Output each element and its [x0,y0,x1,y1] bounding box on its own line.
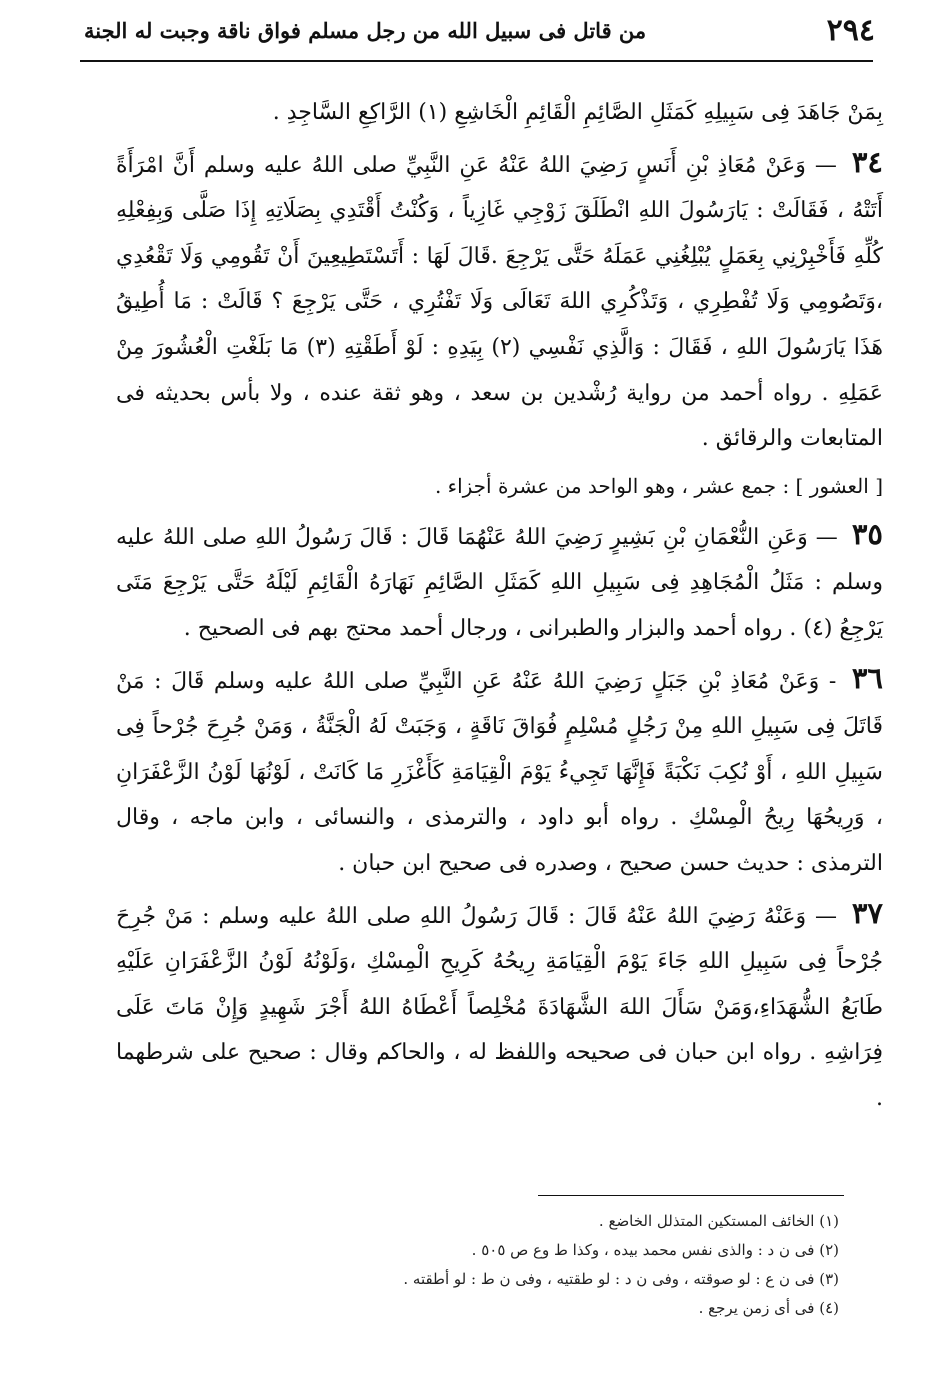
paragraph-text: — وَعَنِ النُّعْمَانِ بْنِ بَشِيرٍ رَضِيَ اللهُ عَنْهُمَا قَالَ : قَالَ رَسُولُ اللهِ صلى اللهُ عليه وسلم : مَثَلُ الْمُجَاهِدِ فِى سَبِيلِ اللهِ كَمَثَلِ الصَّائِمِ نَهَارَهُ الْقَائِمِ لَيْلَهُ حَتَّى يَرْجِعَ مَتَى يَرْجِعُ (٤) . رواه أحمد والبزار والطبرانى ، ورجال أحمد محتج بهم فى الصحيح . [116,524,883,641]
paragraph-text: بِمَنْ جَاهَدَ فِى سَبِيلِهِ كَمَثَلِ الصَّائِمِ الْقَائِمِ الْخَاشِعِ (١) الرَّاكِعِ السَّاجِدِ . [272,100,883,125]
hadith-34 [116,140,883,462]
footnote: (٤) فى أى زمن يرجع . [698,1299,839,1317]
hadith-36 [116,656,883,887]
footnote: (١) الخائف المستكين المتذلل الخاضع . [598,1212,839,1230]
hadith-35 [116,512,883,652]
hadith-number: ٣٦ [851,660,883,695]
paragraph-text: — وَعَنْ مُعَاذِ بْنِ أَنَسٍ رَضِيَ اللهُ عَنْهُ عَنِ النَّبِيِّ صلى اللهُ عليه وسلم أَنَّ امْرَأَةً أَتَتْهُ ، فَقَالَتْ : يَارَسُولَ اللهِ انْطَلَقَ زَوْجِي غَازِياً ، وَكُنْتُ أَقْتَدِي بِصَلَاتِهِ إِذَا صَلَّى وَبِفِعْلِهِ كُلِّهِ فَأَخْبِرْنِي بِعَمَلٍ يُبْلِغُنِي عَمَلَهُ حَتَّى يَرْجِعَ .قَالَ لَهَا : أَتَسْتَطِيعِينَ أَنْ تَقُومِي وَلَا تَقْعُدِي ،وَتَصُومِي وَلَا تُفْطِرِي ، وَتَذْكُرِي اللهَ تَعَالَى وَلَا تَفْتُرِي ، حَتَّى يَرْجِعَ ؟ قَالَتْ : مَا أُطِيقُ هَذَا يَارَسُولَ اللهِ ، فَقَالَ : وَالَّذِي نَفْسِي (٢) بِيَدِهِ : لَوْ أَطَقْتِهِ (٣) مَا بَلَغْتِ الْعُشُورَ مِنْ عَمَلِهِ . رواه أحمد من رواية رُشْدين بن سعد ، وهو ثقة عنده ، ولا بأس بحديثه فى المتابعات والرقائق . [116,152,883,452]
hadith-number: ٣٥ [851,516,883,551]
hadith-37 [116,891,883,1122]
paragraph-text: - وَعَنْ مُعَاذِ بْنِ جَبَلٍ رَضِيَ اللهُ عَنْهُ عَنِ النَّبِيِّ صلى اللهُ عليه وسلم قَالَ : مَنْ قَاتَلَ فِى سَبِيلِ اللهِ مِنْ رَجُلٍ مُسْلِمٍ فُوَاقَ نَاقَةٍ ، وَجَبَتْ لَهُ الْجَنَّةُ ، وَمَنْ جُرِحَ جُرْحاً فِى سَبِيلِ اللهِ ، أَوْ نُكِبَ نَكْبَةً فَإِنَّهَا تَجِيءُ يَوْمَ الْقِيَامَةِ كَأَغْزَرِ مَا كَانَتْ ، لَوْنُهَا لَوْنُ الزَّعْفَرَانِ ، وَرِيحُهَا رِيحُ الْمِسْكِ . رواه أبو داود ، والترمذى ، والنسائى ، وابن ماجه ، وقال الترمذى : حديث حسن صحيح ، وصدره فى صحيح ابن حبان . [116,668,883,876]
page-number: ٢٩٤ [826,12,875,48]
hadith-number: ٣٤ [851,144,883,179]
gloss-note [116,464,883,508]
running-title: من قاتل فى سبيل الله من رجل مسلم فواق ناقة وجبت له الجنة [84,17,647,43]
header-rule [80,60,873,62]
page-header [84,10,875,50]
paragraph-text: — وَعَنْهُ رَضِيَ اللهُ عَنْهُ قَالَ : قَالَ رَسُولُ اللهِ صلى اللهُ عليه وسلم : مَنْ جُرِحَ جُرْحاً فِى سَبِيلِ اللهِ جَاءَ يَوْمَ الْقِيَامَةِ رِيحُهُ كَرِيحِ الْمِسْكِ ،وَلَوْنُهُ لَوْنُ الزَّعْفَرَانِ عَلَيْهِ طَابَعُ الشُّهَدَاءِ،وَمَنْ سَأَلَ اللهَ الشَّهَادَةَ مُخْلِصاً أَعْطَاهُ اللهُ أَجْرَ شَهِيدٍ وَإِنْ مَاتَ عَلَى فِرَاشِهِ . رواه ابن حبان فى صحيحه واللفظ له ، والحاكم وقال : صحيح على شرطهما . [116,903,883,1111]
footnote: (٢) فى ن د : والذى نفس محمد بيده ، وكذا ط وع ص ٥٠٥ . [471,1241,839,1259]
hadith-number: ٣٧ [851,895,883,930]
gloss-text: [ العشور ] : جمع عشر ، وهو الواحد من عشرة أجزاء . [434,473,883,498]
main-text [116,90,883,1121]
footnotes [250,1207,839,1323]
footnote: (٣) فى ن ع : لو صوقته ، وفى ن د : لو طقتيه ، وفى ن ط : لو أطقته . [403,1270,839,1288]
footnote-rule [538,1195,844,1196]
paragraph-continuation [116,90,883,136]
